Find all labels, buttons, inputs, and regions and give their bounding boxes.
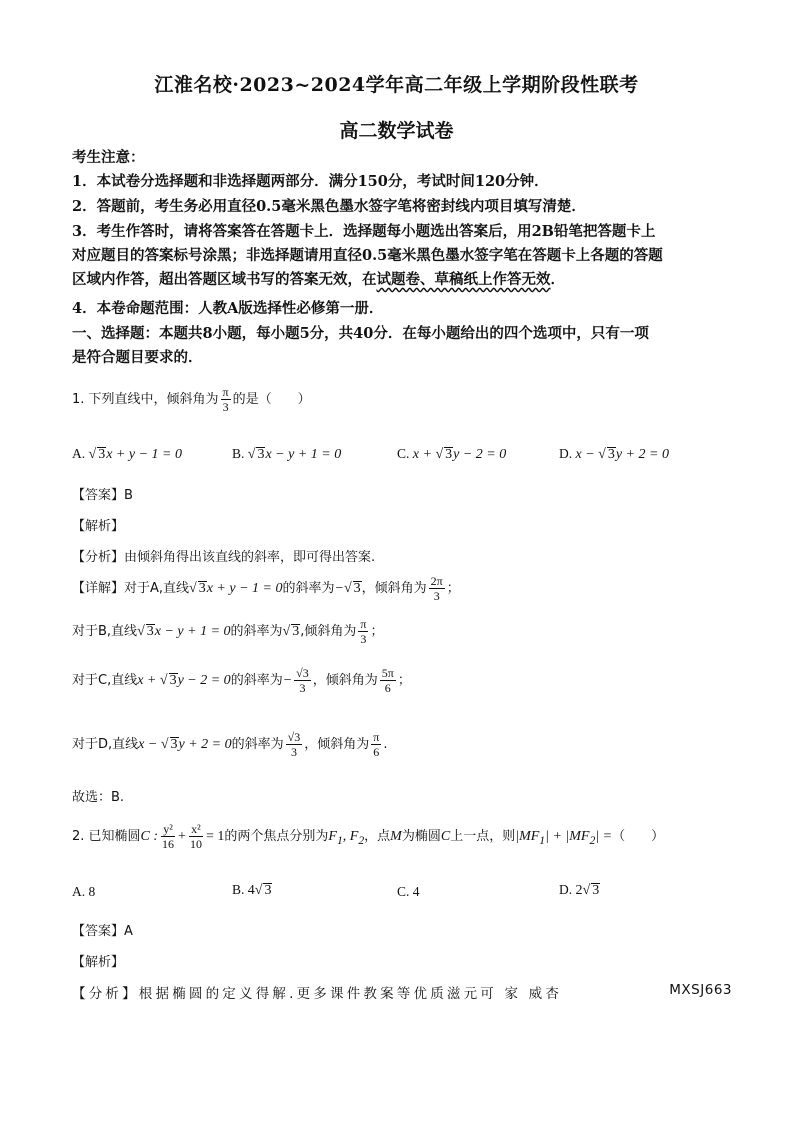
option-label: A. xyxy=(72,446,86,461)
ellipse-term-x: $\frac{\text{x²}}{10}$ xyxy=(189,822,202,851)
slope-fraction: $\frac{√3}{3}$ xyxy=(296,666,309,695)
angle-fraction: $\frac{2\pi}{3}$ xyxy=(430,574,443,603)
section-1-heading-a: 一、选择题：本题共8小题，每小题5分，共40分．在每小题给出的四个选项中，只有一项 xyxy=(72,325,649,342)
detail-mid: 的斜率为 xyxy=(230,624,283,639)
option-label: C. xyxy=(397,446,410,461)
q2-option-a: A. 8 xyxy=(72,884,96,899)
q2-stem-mid3: 为椭圆 xyxy=(401,829,441,844)
notice-item-1: 1．本试卷分选择题和非选择题两部分．满分150分，考试时间120分钟． xyxy=(72,173,549,190)
q1-conclusion: 故选：B. xyxy=(72,790,125,805)
footer-code: MXSJ663 xyxy=(669,982,732,998)
q1-detail-b: 对于B,直线√ 3x − y + 1 = 0的斜率为√ 3,倾斜角为 $\frac{\pi}{3}$ ； xyxy=(72,617,384,646)
q1-option-a: A. √ 3x + y − 1 = 0 xyxy=(72,446,182,462)
detail-pre: 【详解】对于A,直线 xyxy=(72,581,190,596)
q1-fenxi: 【分析】由倾斜角得出该直线的斜率，即可得出答案. xyxy=(72,550,376,565)
notice-item-3a: 3．考生作答时，请将答案答在答题卡上．选择题每小题选出答案后，用2B铅笔把答题卡上 xyxy=(72,223,656,240)
q1-analysis-tag: 【解析】 xyxy=(72,519,125,534)
option-label: B. xyxy=(232,882,245,897)
detail-pre: 对于B,直线 xyxy=(72,624,138,639)
q2-stem-mid2: ，点 xyxy=(364,829,391,844)
q2-option-b: B. 4√ 3 xyxy=(232,882,272,898)
option-label: B. xyxy=(232,446,245,461)
q1-stem-pre: 1. 下列直线中，倾斜角为 xyxy=(72,392,219,407)
footer-line xyxy=(72,982,732,1002)
detail-mid: 的斜率为 xyxy=(230,673,283,688)
detail-end: . xyxy=(383,737,388,752)
detail-pre: 对于C,直线 xyxy=(72,673,138,688)
q2-stem-post: （ ） xyxy=(612,829,665,844)
slope-fraction: $\frac{√3}{3}$ xyxy=(287,730,301,759)
notice-item-4: 4．本卷命题范围：人教A版选择性必修第一册． xyxy=(72,300,384,317)
q2-stem: 2. 已知椭圆C : $\frac{\text{y²}}{16}$ + $\frac{\text{x²}}{10}$ = 1的两个焦点分别为$F_1$, $F_2$，点M为椭圆C上一点，则$|MF_1| + |MF_2|$ =（ ） xyxy=(72,822,665,851)
detail-pre: 对于D,直线 xyxy=(72,737,139,752)
q1-stem-post: 的是（ ） xyxy=(232,392,311,407)
notice-heading: 考生注意： xyxy=(72,149,145,166)
q1-option-b: B. √ 3x − y + 1 = 0 xyxy=(232,446,342,462)
notice-item-3c xyxy=(72,268,732,292)
q1-stem xyxy=(72,385,311,414)
notice-item-3b: 对应题目的答案标号涂黑；非选择题请用直径0.5毫米黑色墨水签字笔在答题卡上各题的答题 xyxy=(72,247,663,264)
q1-detail-a: 【详解】对于A,直线√ 3x + y − 1 = 0的斜率为−√ 3，倾斜角为 $\frac{2\pi}{3}$ ； xyxy=(72,574,460,603)
angle-fraction: $\frac{\pi}{6}$ xyxy=(373,730,380,759)
q1-angle-fraction xyxy=(221,385,231,414)
q2-option-c: C. 4 xyxy=(397,884,420,899)
detail-end: ； xyxy=(397,673,411,688)
exam-title: 江淮名校·2023~2024学年高二年级上学期阶段性联考 xyxy=(154,74,639,96)
q1-option-d: D. x − √ 3y + 2 = 0 xyxy=(559,446,669,462)
detail-mid2: ，倾斜角为 xyxy=(312,673,378,688)
frac-num: π xyxy=(222,385,229,399)
option-label: D. xyxy=(559,446,573,461)
q2-answer: 【答案】A xyxy=(72,924,133,939)
notice-item-2: 2．答题前，考生务必用直径0.5毫米黑色墨水签字笔将密封线内项目填写清楚． xyxy=(72,198,586,215)
q2-stem-mid: 的两个焦点分别为 xyxy=(224,829,329,844)
detail-mid: 的斜率为 xyxy=(282,581,335,596)
section-1-heading-b: 是符合题目要求的． xyxy=(72,349,203,366)
q2-analysis-tag: 【解析】 xyxy=(72,955,125,970)
notice-item-3c-emphasis: 试题卷、草稿纸上作答无效 xyxy=(376,271,551,288)
detail-mid2: ,倾斜角为 xyxy=(300,624,357,639)
angle-fraction: $\frac{5\pi}{6}$ xyxy=(381,666,394,695)
q1-option-c: C. x + √ 3y − 2 = 0 xyxy=(397,446,507,462)
angle-fraction: $\frac{\pi}{3}$ xyxy=(360,617,367,646)
frac-den: 3 xyxy=(222,400,229,414)
exam-subtitle: 高二数学试卷 xyxy=(339,120,454,142)
notice-item-3c-post: ． xyxy=(550,271,565,288)
option-label: D. xyxy=(559,882,573,897)
q1-answer: 【答案】B xyxy=(72,488,133,503)
notice-item-3c-pre: 区域内作答，超出答题区域书写的答案无效，在 xyxy=(72,271,377,288)
detail-end: ； xyxy=(370,624,384,639)
q1-detail-d: 对于D,直线x − √ 3y + 2 = 0的斜率为 $\frac{√3}{3}$ ，倾斜角为 $\frac{\pi}{6}$ . xyxy=(72,730,388,759)
detail-mid: 的斜率为 xyxy=(231,737,284,752)
detail-end: ； xyxy=(446,581,460,596)
q2-stem-pre: 2. 已知椭圆 xyxy=(72,829,141,844)
q1-detail-c: 对于C,直线x + √ 3y − 2 = 0的斜率为− $\frac{√3}{3}$ ，倾斜角为 $\frac{5\pi}{6}$ ； xyxy=(72,666,411,695)
q2-option-d: D. 2√ 3 xyxy=(559,882,600,898)
q2-stem-mid4: 上一点，则 xyxy=(450,829,516,844)
detail-mid2: ，倾斜角为 xyxy=(361,581,427,596)
detail-mid2: ，倾斜角为 xyxy=(304,737,370,752)
ellipse-term-y: $\frac{\text{y²}}{16}$ xyxy=(162,822,175,851)
footer-text: 【分析】根据椭圆的定义得解.更多课件教案等优质滋元可 家 威杏 xyxy=(72,986,563,1002)
